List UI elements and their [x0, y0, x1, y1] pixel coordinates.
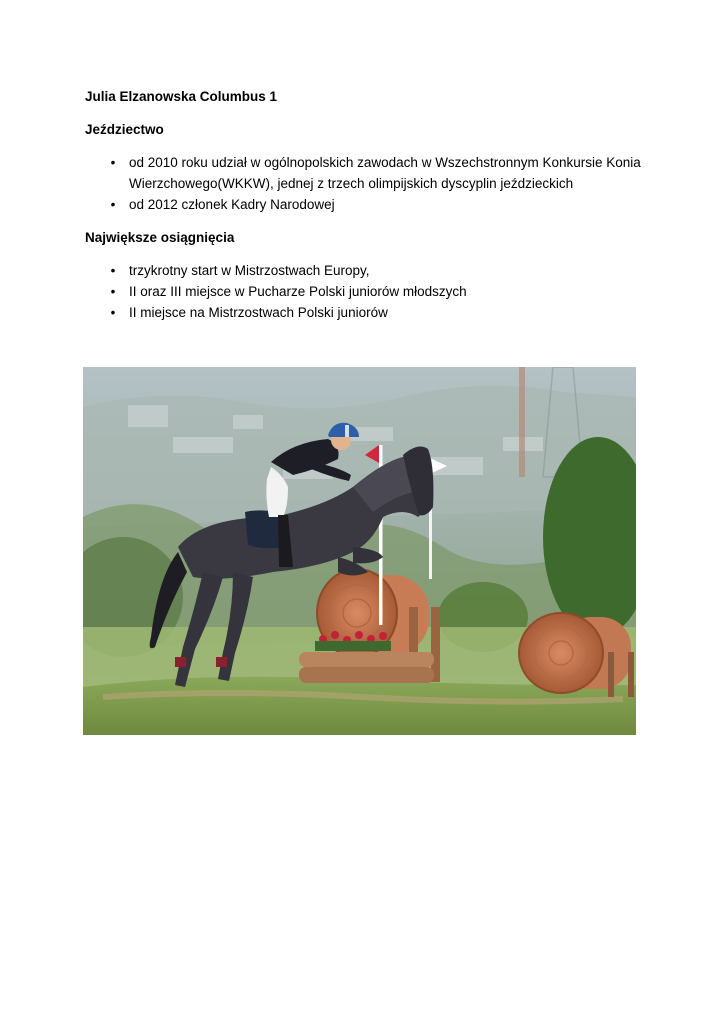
list-item-text: trzykrotny start w Mistrzostwach Europy, [129, 263, 370, 278]
list-item-text: II oraz III miejsce w Pucharze Polski juniorów młodszych [129, 284, 467, 299]
bullet-icon: • [110, 197, 116, 212]
list-item-text: od 2012 członek Kadry Narodowej [129, 197, 335, 212]
list-item [85, 302, 645, 323]
riding-list [85, 152, 645, 215]
section-heading-achievements: Największe osiągnięcia [85, 230, 235, 245]
right-log-obstacle [519, 613, 634, 697]
list-item [85, 260, 645, 281]
list-item [85, 152, 645, 194]
horse-jumping-photo [83, 367, 636, 735]
list-item [85, 194, 645, 215]
photo-illustration [83, 367, 636, 735]
bullet-icon: • [110, 263, 116, 278]
document-body [85, 86, 645, 335]
bullet-icon: • [110, 305, 116, 320]
list-item-text: II miejsce na Mistrzostwach Polski juniorów [129, 305, 388, 320]
section-heading-riding: Jeździectwo [85, 122, 164, 137]
list-item-text: od 2010 roku udział w ogólnopolskich zawodach w Wszechstronnym Konkursie Konia Wierzchowego(WKKW), jednej z trzech olimpijskich dyscyplin jeździeckich [129, 155, 641, 191]
chimney [519, 367, 525, 477]
list-item [85, 281, 645, 302]
bullet-icon: • [110, 284, 116, 299]
bullet-icon: • [110, 155, 116, 170]
achievements-list [85, 260, 645, 323]
document-title: Julia Elzanowska Columbus 1 [85, 89, 278, 104]
